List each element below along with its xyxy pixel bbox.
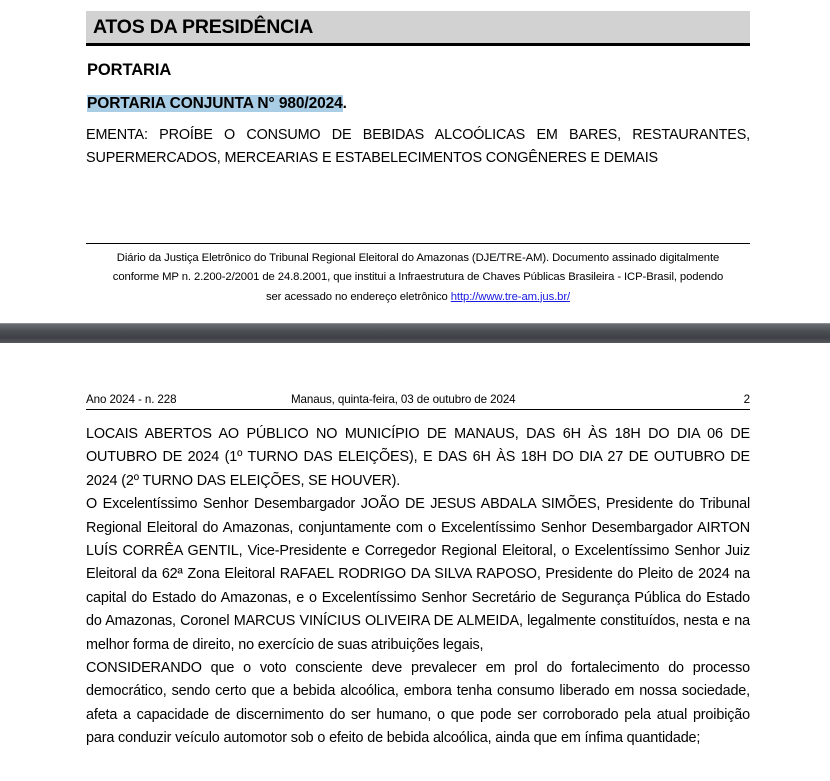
page-2-running-head bbox=[86, 343, 750, 410]
running-head-date: Manaus, quinta-feira, 03 de outubro de 2024 bbox=[291, 393, 516, 406]
page-1-content bbox=[0, 11, 830, 171]
running-head-issue: Ano 2024 - n. 228 bbox=[86, 393, 177, 406]
tre-am-website-link[interactable]: http://www.tre-am.jus.br/ bbox=[450, 290, 571, 303]
body-paragraph-considerando: CONSIDERANDO que o voto consciente deve prevalecer em prol do fortalecimento do processo democrático, sendo certo que a bebida alcoólica, embora tenha consumo liberado em nossa sociedade, afeta a capacidade de discernimento do ser humano, o que pode ser corroborado pela atual proibição para conduzir veículo automotor sob o efeito de bebida alcoólica, ainda que em ínfima quantidade; bbox=[86, 660, 750, 747]
footer-line-3-prefix: ser acessado no endereço eletrônico bbox=[265, 290, 451, 303]
body-paragraph-autoridades: O Excelentíssimo Senhor Desembargador JOÃO DE JESUS ABDALA SIMÕES, Presidente do Tribunal Regional Eleitoral do Amazonas, conjuntamente com o Excelentíssimo Senhor Desembargador AIRTON LUÍS CORRÊA GENTIL, Vice-Presidente e Corregedor Regional Eleitoral, o Excelentíssimo Senhor Juiz Eleitoral da 62ª Zona Eleitoral RAFAEL RODRIGO DA SILVA RAPOSO, Presidente do Pleito de 2024 na capital do Estado do Amazonas, e o Excelentíssimo Senhor Secretário de Segurança Pública do Estado do Amazonas, Coronel MARCUS VINÍCIUS OLIVEIRA DE ALMEIDA, legalmente constituídos, nesta e na melhor forma de direito, no exercício de suas atribuições legais, bbox=[86, 496, 750, 653]
document-page-1 bbox=[0, 11, 830, 323]
document-viewer[interactable] bbox=[0, 11, 830, 781]
portaria-number-period: . bbox=[342, 95, 347, 112]
running-head-page-number: 2 bbox=[743, 393, 750, 406]
ementa-text: EMENTA: PROÍBE O CONSUMO DE BEBIDAS ALCOÓLICAS EM BARES, RESTAURANTES, SUPERMERCADOS, MERCEARIAS E ESTABELECIMENTOS CONGÊNERES E DEMAIS bbox=[86, 127, 750, 167]
page-1-footer bbox=[86, 243, 750, 307]
document-page-2 bbox=[0, 343, 830, 762]
page-2-content bbox=[0, 343, 830, 751]
portaria-number-highlight: PORTARIA CONJUNTA N° 980/2024 bbox=[87, 95, 343, 112]
portaria-number-line bbox=[86, 95, 750, 113]
footer-legal-text bbox=[86, 249, 750, 307]
footer-line-3 bbox=[86, 288, 750, 307]
section-heading-atos-da-presidencia: ATOS DA PRESIDÊNCIA bbox=[86, 11, 750, 46]
footer-line-2: conforme MP n. 2.200-2/2001 de 24.8.2001, que institui a Infraestrutura de Chaves Públicas Brasileira - ICP-Brasil, podendo bbox=[112, 271, 724, 284]
page-separator-band bbox=[0, 323, 830, 343]
footer-line-1: Diário da Justiça Eletrônico do Tribunal Regional Eleitoral do Amazonas (DJE/TRE-AM). Documento assinado digitalmente bbox=[116, 252, 720, 264]
footer-divider bbox=[86, 243, 750, 244]
subsection-heading-portaria: PORTARIA bbox=[87, 61, 172, 79]
body-paragraph-locais: LOCAIS ABERTOS AO PÚBLICO NO MUNICÍPIO DE MANAUS, DAS 6H ÀS 18H DO DIA 06 DE OUTUBRO DE 2024 (1º TURNO DAS ELEIÇÕES), E DAS 6H ÀS 18H DO DIA 27 DE OUTUBRO DE 2024 (2º TURNO DAS ELEIÇÕES, SE HOUVER). bbox=[86, 426, 750, 489]
